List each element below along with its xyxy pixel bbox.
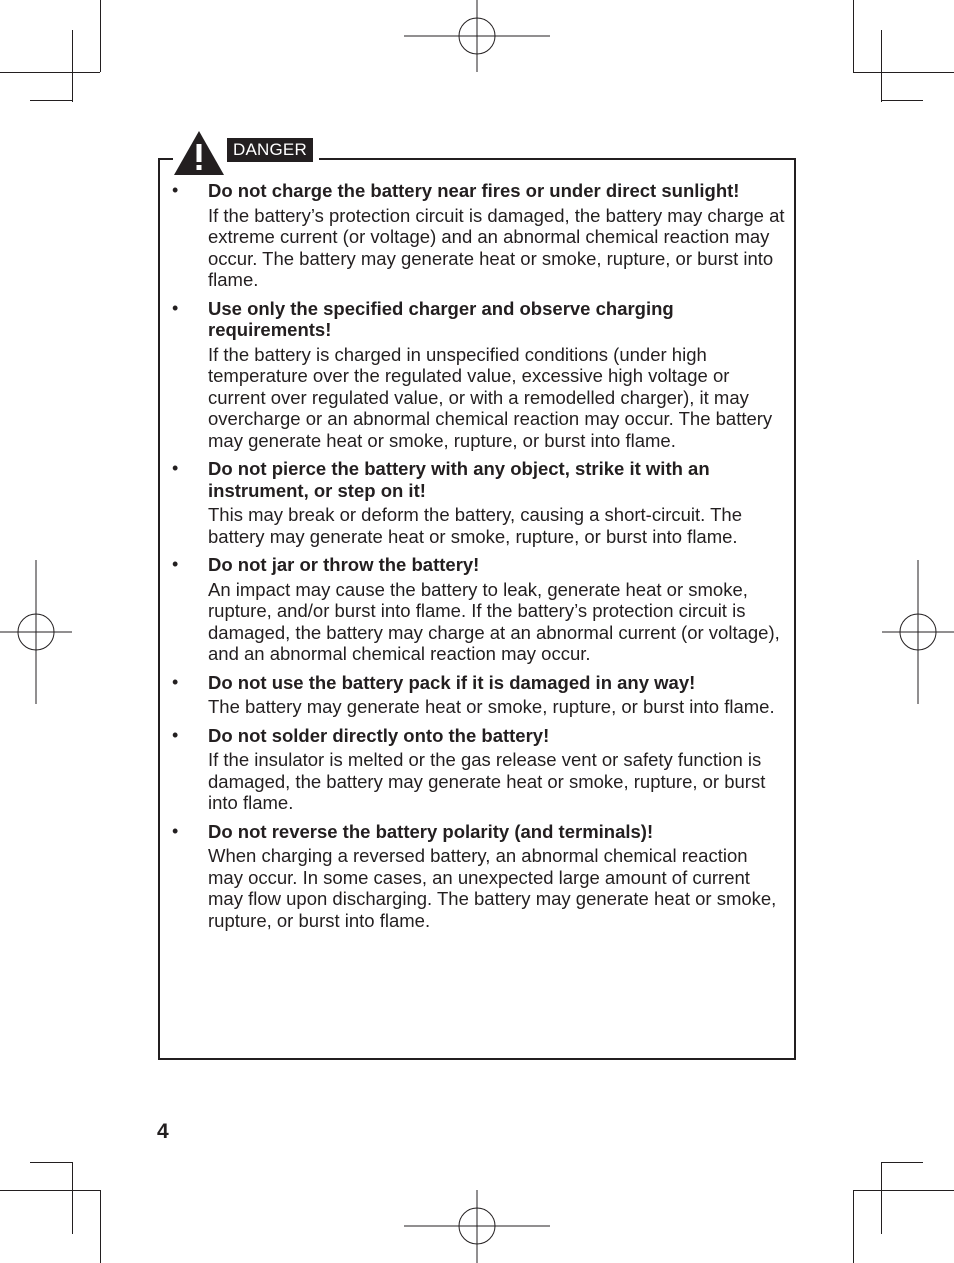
crop-mark	[853, 1190, 954, 1191]
list-item	[170, 180, 786, 291]
crop-mark	[881, 1162, 882, 1234]
item-body: If the battery is charged in unspecified conditions (under high temperature over the regulated value, excessive high voltage or current over regulated value, or with a remodelled charger), it may overcharge or an abnormal chemical reaction may occur. The battery may generate heat or smoke, rupture, or burst into flame.	[208, 343, 773, 451]
crop-mark	[853, 1190, 854, 1263]
crop-mark	[72, 1162, 73, 1234]
bullet: •	[172, 458, 179, 478]
crop-mark	[100, 1190, 101, 1263]
item-body: The battery may generate heat or smoke, rupture, or burst into flame.	[208, 696, 775, 717]
crop-mark	[881, 100, 923, 101]
item-heading: Do not reverse the battery polarity (and terminals)!	[208, 820, 654, 842]
crop-mark	[30, 100, 72, 101]
item-body: When charging a reversed battery, an abnormal chemical reaction may occur. In some cases, an unexpected large amount of current may flow upon discharging. The battery may generate heat or smoke, rupture, or burst into flame.	[208, 845, 777, 931]
warning-triangle-icon	[173, 130, 225, 176]
bullet: •	[172, 297, 179, 318]
crop-mark	[853, 72, 954, 73]
item-body: This may break or deform the battery, causing a short-circuit. The battery may generate heat or smoke, rupture, or burst into flame.	[208, 504, 742, 547]
danger-list	[170, 180, 786, 938]
item-body: If the insulator is melted or the gas release vent or safety function is damaged, the battery may generate heat or smoke, rupture, or burst into flame.	[208, 749, 766, 813]
list-item	[170, 298, 786, 452]
crop-mark	[30, 1162, 72, 1163]
crop-mark	[853, 0, 854, 72]
item-heading: Do not use the battery pack if it is damaged in any way!	[208, 671, 696, 693]
list-item	[170, 725, 786, 814]
registration-mark-icon	[882, 560, 954, 704]
page-number: 4	[157, 1120, 169, 1143]
registration-mark-icon	[404, 1190, 550, 1263]
crop-mark	[100, 0, 101, 72]
crop-mark	[881, 1162, 923, 1163]
bullet: •	[172, 724, 179, 745]
bullet: •	[172, 671, 179, 692]
item-heading: Use only the specified charger and observe charging requirements!	[208, 297, 674, 340]
registration-mark-icon	[404, 0, 550, 72]
danger-header	[173, 130, 319, 176]
bullet: •	[172, 820, 179, 841]
item-body: An impact may cause the battery to leak, generate heat or smoke, rupture, and/or burst into flame. If the battery’s protection circuit is damaged, the battery may charge at an abnormal current (or voltage), and an abnormal chemical reaction may occur.	[208, 578, 780, 664]
danger-label: DANGER	[227, 138, 313, 162]
list-item	[170, 821, 786, 932]
registration-mark-icon	[0, 560, 72, 704]
item-heading: Do not charge the battery near fires or under direct sunlight!	[208, 180, 740, 201]
crop-mark	[72, 30, 73, 102]
item-body: If the battery’s protection circuit is damaged, the battery may charge at extreme current (or voltage) and an abnormal chemical reaction may occur. The battery may generate heat or smoke, rupture, or burst into flame.	[208, 204, 785, 290]
crop-mark	[881, 30, 882, 102]
item-heading: Do not solder directly onto the battery!	[208, 724, 550, 746]
list-item	[170, 672, 786, 718]
list-item	[170, 554, 786, 665]
bullet: •	[172, 554, 179, 574]
bullet: •	[172, 180, 179, 200]
item-heading: Do not jar or throw the battery!	[208, 554, 480, 575]
crop-mark	[0, 1190, 100, 1191]
list-item	[170, 458, 786, 547]
crop-mark	[0, 72, 100, 73]
item-heading: Do not pierce the battery with any object, strike it with an instrument, or step on it!	[208, 458, 710, 501]
